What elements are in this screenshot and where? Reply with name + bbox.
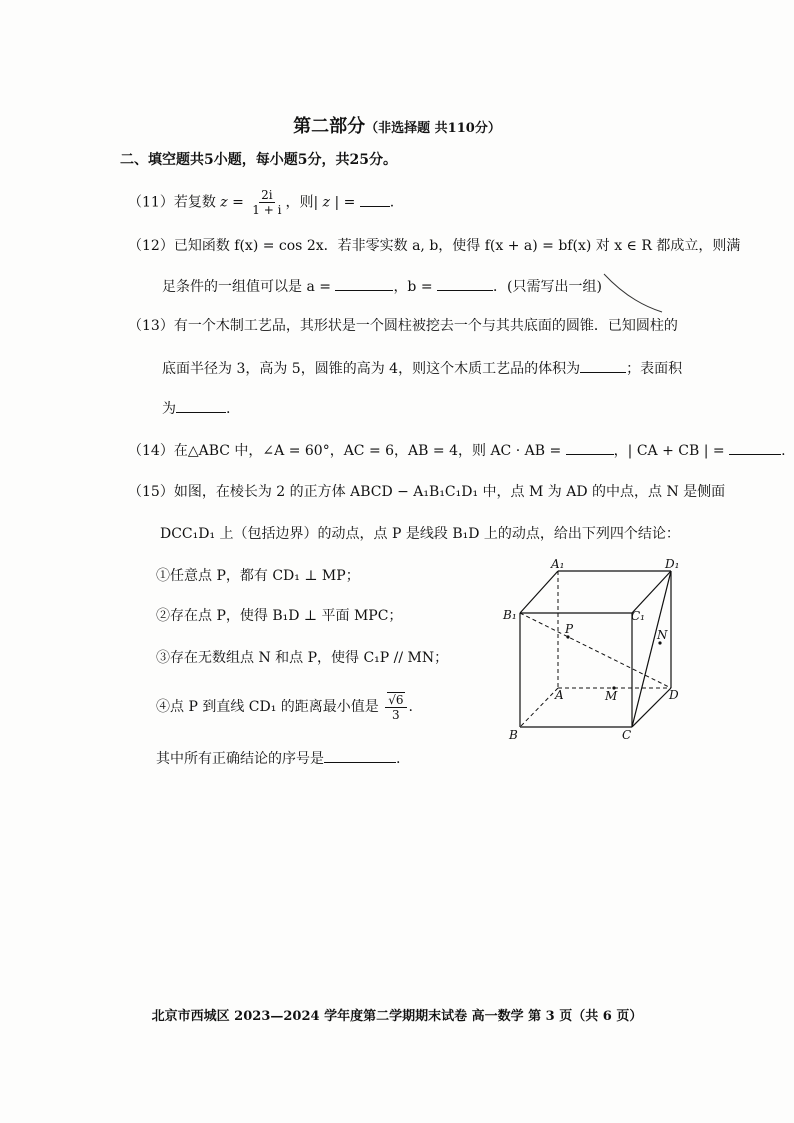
q15-last-a: 其中所有正确结论的序号是 [156,751,324,767]
q14-number: （14） [128,443,174,459]
q13-line2-a: 底面半径为 3，高为 5，圆锥的高为 4，则这个木质工艺品的体积为 [162,361,581,377]
q11-abs: | z | = [313,194,356,211]
question-11 [128,188,394,217]
question-13-line3 [162,398,230,419]
c4-frac-den: 3 [392,708,400,722]
q11-text-a: 若复数 [173,194,216,211]
section-heading: 二、填空题共5小题，每小题5分，共25分。 [120,152,397,168]
c4-text: ④点 P 到直线 CD₁ 的距离最小值是 [156,699,379,715]
q13-line2-b: ；表面积 [626,361,683,377]
label-b1: B₁ [503,608,517,622]
q13-area-blank[interactable] [176,398,226,413]
question-13-line1 [128,316,678,336]
q12-answer-a-blank[interactable] [335,276,393,291]
q12-number: （12） [128,238,174,254]
q13-line1: 有一个木制工艺品，其形状是一个圆柱被挖去一个与其共底面的圆锥．已知圆柱的 [173,318,678,334]
question-15-line2: DCC₁D₁ 上（包括边界）的动点，点 P 是线段 B₁D 上的动点，给出下列四个结论： [160,526,680,542]
conclusion-3: ③存在无数组点 N 和点 P，使得 C₁P // MN； [156,650,449,666]
q11-frac-den: 1 + i [252,203,282,217]
q15-line1: 如图，在棱长为 2 的正方体 ABCD − A₁B₁C₁D₁ 中，点 M 为 AD 的中点，点 N 是侧面 [173,484,726,500]
q12-line2-b: ，b = [393,279,433,295]
cube-hidden-edges [520,571,671,727]
label-p: P [565,622,574,636]
q15-answer-blank[interactable] [324,748,396,763]
q11-text-b: ，则 [285,194,314,211]
question-15-line1 [128,482,725,502]
q14-text-b: ，| CA + CB | = [613,443,725,459]
q12-answer-b-blank[interactable] [437,276,493,291]
label-a: A [555,688,564,702]
q13-line3-a: 为 [162,401,176,417]
pen-mark [600,268,670,318]
q11-end: . [389,194,395,211]
label-b: B [509,728,518,742]
conclusion-2: ②存在点 P，使得 B₁D ⊥ 平面 MPC； [156,608,403,624]
conclusion-1: ①任意点 P，都有 CD₁ ⊥ MP； [156,568,360,584]
c4-frac-num [385,692,406,708]
conclusion-4 [156,692,413,722]
c4-fraction [385,692,406,722]
q13-number: （13） [128,318,174,334]
label-d: D [669,688,679,702]
q14-end: . [781,443,786,459]
label-m: M [605,689,618,703]
q15-number: （15） [128,484,174,500]
label-c1: C₁ [631,609,645,623]
label-c: C [622,728,632,742]
q13-line3-b: . [226,401,231,417]
c4-sqrt: √6 [388,693,404,707]
label-a1: A₁ [551,557,565,571]
label-d1: D₁ [665,557,680,571]
q12-line2-c: ．(只需写出一组) [493,279,602,295]
part-title-main: 第二部分 [293,116,366,137]
q14-magnitude-blank[interactable] [729,440,781,455]
q14-dot-product-blank[interactable] [566,440,614,455]
q11-number: （11） [128,194,174,211]
question-15-answer-line [156,748,400,769]
question-12-line1 [128,236,740,256]
question-12-line2 [162,276,602,297]
question-13-line2 [162,358,682,379]
c4-end: . [408,699,413,715]
q15-last-b: . [396,751,401,767]
q12-line2-a: 足条件的一组值可以是 a = [162,279,331,295]
q14-text-a: 在△ABC 中，∠A = 60°，AC = 6，AB = 4，则 AC · AB = [173,443,562,459]
cube-figure [495,555,695,745]
part-title [0,112,794,138]
label-n: N [657,628,668,642]
question-14 [128,440,786,461]
page-footer: 北京市西城区 2023—2024 学年度第二学期期末试卷 高一数学 第 3 页（共 6 页） [151,1009,643,1024]
q11-answer-blank[interactable] [360,192,390,207]
q12-line1: 已知函数 f(x) = cos 2x．若非零实数 a, b，使得 f(x + a) = bf(x) 对 x ∈ R 都成立，则满 [173,238,741,254]
q11-lhs: z = [220,194,244,211]
part-title-sub: （非选择题 共110分） [365,121,501,136]
q11-fraction [250,188,283,217]
q11-frac-num: 2i [261,188,273,202]
q13-volume-blank[interactable] [580,358,626,373]
